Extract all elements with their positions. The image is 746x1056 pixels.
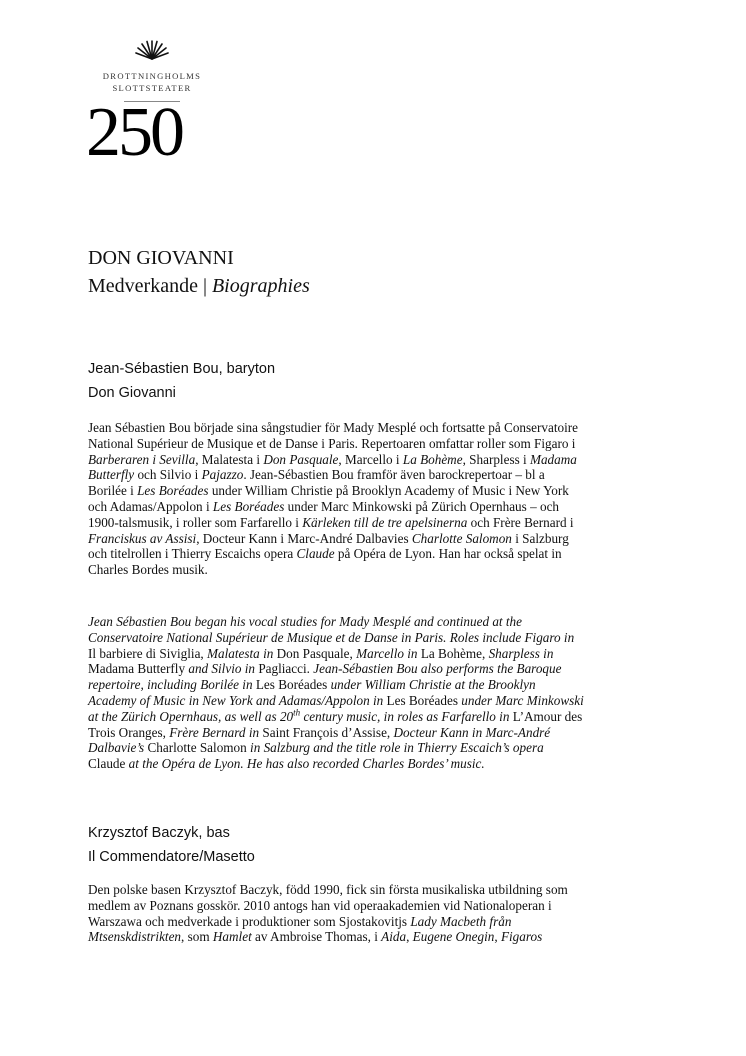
text-run: L’Amour des — [512, 708, 583, 724]
text-run: , Sharpless i — [462, 451, 530, 467]
text-run: Charles Bordes musik. — [88, 562, 208, 578]
text-run: 1900-talsmusik, i roller som Farfarello i — [88, 514, 303, 530]
text-line — [88, 630, 660, 646]
text-run: Docteur Kann in Marc-André — [393, 724, 551, 740]
text-run: Academy of Music in New York and Adamas/Appolon in — [88, 692, 387, 708]
bio-swedish — [88, 882, 660, 945]
text-run: Les Boréades — [137, 483, 209, 499]
text-line — [88, 614, 660, 630]
text-line — [88, 725, 660, 741]
text-run: Jean-Sébastien Bou also performs the Baroque — [313, 661, 562, 677]
text-run: Claude — [88, 756, 129, 772]
text-line — [88, 914, 660, 930]
text-line — [88, 467, 660, 483]
text-run: Les Boréades — [255, 677, 331, 693]
text-run: på Opéra de Lyon. Han har också spelat in — [334, 546, 562, 562]
text-line — [88, 420, 660, 436]
text-run: Malatesta in — [207, 645, 277, 661]
text-line — [88, 740, 660, 756]
text-run: Borilée i — [88, 483, 138, 499]
text-line — [88, 531, 660, 547]
text-run: at the Zürich Opernhaus, as well as 20 — [88, 708, 294, 724]
text-run: and Silvio in — [188, 661, 259, 677]
page-subtitle — [88, 274, 310, 299]
text-line — [88, 483, 660, 499]
text-run: Don Pasquale, — [276, 645, 357, 661]
text-run: , — [494, 929, 501, 945]
text-run: Pagliacci. — [258, 661, 314, 677]
text-run: Franciskus av Assisi — [88, 530, 197, 546]
text-run: Saint François d’Assise, — [262, 724, 394, 740]
text-run: Butterfly — [88, 467, 135, 483]
text-line — [88, 677, 660, 693]
text-run: Jean Sébastien Bou började sina sångstudier för Mady Mesplé och fortsatte på Conservatoire — [88, 420, 579, 435]
text-run: Pajazzo — [201, 467, 244, 483]
text-run: . Jean-Sébastien Bou framför även barockrepertoar – bl a — [243, 467, 545, 483]
person-role: Il Commendatore/Masetto — [88, 849, 255, 865]
text-run: under William Christie på Brooklyn Academy of Music i New York — [208, 483, 569, 499]
text-run: Figaros — [500, 929, 543, 945]
text-run: Barberaren i Sevilla — [88, 451, 196, 467]
text-run: i Salzburg — [511, 530, 569, 546]
text-run: och titelrollen i Thierry Escaichs opera — [88, 546, 297, 562]
fan-icon — [134, 40, 170, 60]
bio-english — [88, 614, 660, 772]
text-run: Madama — [529, 451, 577, 467]
person-role: Don Giovanni — [88, 385, 176, 401]
anniversary-number: 250 — [86, 94, 182, 171]
text-run: Il barbiere di Siviglia, — [88, 645, 208, 661]
text-run: under William Christie at the Brooklyn — [330, 677, 536, 693]
subtitle-swedish: Medverkande | — [88, 275, 212, 297]
text-run: , Malatesta i — [195, 451, 264, 467]
text-line — [88, 436, 660, 452]
text-run: under Marc Minkowski på Zürich Opernhaus – och — [284, 498, 560, 514]
text-run: under Marc Minkowski — [461, 692, 584, 708]
text-line — [88, 756, 660, 772]
text-run: Conservatoire National Supérieur de Musique et de Danse in Paris. Roles include Figaro in — [88, 629, 575, 645]
text-run: Marcello in — [356, 645, 421, 661]
text-line — [88, 562, 660, 578]
text-line — [88, 546, 660, 562]
text-run: Kärleken till de tre apelsinerna — [302, 514, 468, 530]
text-run: Les Boréades — [386, 692, 462, 708]
text-run: Sharpless in — [488, 645, 554, 661]
text-run: och Silvio i — [134, 467, 202, 483]
text-line — [88, 646, 660, 662]
text-run: Den polske basen Krzysztof Baczyk, född 1990, fick sin första musikaliska utbildning som — [88, 882, 568, 897]
text-run: av Ambroise Thomas, i — [251, 929, 382, 945]
logo-text-line-1: DROTTNINGHOLMS — [102, 71, 202, 81]
text-run: , Docteur Kann i Marc-André Dalbavies — [196, 530, 412, 546]
text-run: Claude — [296, 546, 335, 562]
text-line — [88, 709, 660, 725]
text-run: Aida — [381, 929, 407, 945]
text-run: Dalbavie’s — [88, 740, 148, 756]
text-run: , — [406, 929, 413, 945]
text-line — [88, 661, 660, 677]
text-run: repertoire, including Borilée in — [88, 677, 256, 693]
text-line — [88, 929, 660, 945]
text-run: Hamlet — [212, 929, 252, 945]
text-run: och Frère Bernard i — [467, 514, 574, 530]
text-run: th — [293, 707, 301, 718]
subtitle-english: Biographies — [211, 275, 310, 297]
text-line — [88, 452, 660, 468]
person-name: Jean-Sébastien Bou, baryton — [88, 361, 276, 377]
bio-swedish — [88, 420, 660, 578]
text-line — [88, 693, 660, 709]
text-run: in Salzburg and the title role in Thierry Escaich’s opera — [250, 740, 544, 756]
text-line — [88, 515, 660, 531]
text-run: Jean Sébastien Bou began his vocal studies for Mady Mesplé and continued at the — [88, 614, 522, 629]
text-run: Mtsenskdistrikten — [88, 929, 182, 945]
text-run: Charlotte Salomon — [411, 530, 512, 546]
person-name: Krzysztof Baczyk, bas — [88, 825, 230, 841]
text-run: medlem av Poznans gosskör. 2010 antogs han vid operaakademien vid Nationaloperan i — [88, 897, 552, 913]
text-run: century music, in roles as Farfarello in — [300, 708, 513, 724]
text-run: Lady Macbeth från — [410, 913, 512, 929]
page-title: DON GIOVANNI — [88, 247, 234, 269]
text-run: at the Opéra de Lyon. He has also recorded Charles Bordes’ music. — [128, 756, 485, 772]
text-run: Les Boréades — [212, 498, 285, 514]
text-run: Charlotte Salomon — [147, 740, 251, 756]
text-run: Warszawa och medverkade i produktioner som Sjostakovitjs — [88, 913, 411, 929]
text-run: Frère Bernard in — [169, 724, 263, 740]
text-run: Trois Oranges, — [88, 724, 170, 740]
text-run: och Adamas/Appolon i — [88, 498, 213, 514]
text-run: La Bohème, — [420, 645, 489, 661]
text-run: Madama Butterfly — [88, 661, 189, 677]
text-run: Eugene Onegin — [412, 929, 495, 945]
logo-text-line-2: SLOTTSTEATER — [112, 83, 192, 93]
text-line — [88, 499, 660, 515]
text-run: La Bohème — [402, 451, 463, 467]
text-line — [88, 898, 660, 914]
text-run: , Marcello i — [338, 451, 403, 467]
text-run: , som — [181, 929, 213, 945]
text-run: Don Pasquale — [263, 451, 339, 467]
text-run: National Supérieur de Musique et de Danse i Paris. Repertoaren omfattar roller som Figaro i — [88, 435, 576, 451]
text-line — [88, 882, 660, 898]
